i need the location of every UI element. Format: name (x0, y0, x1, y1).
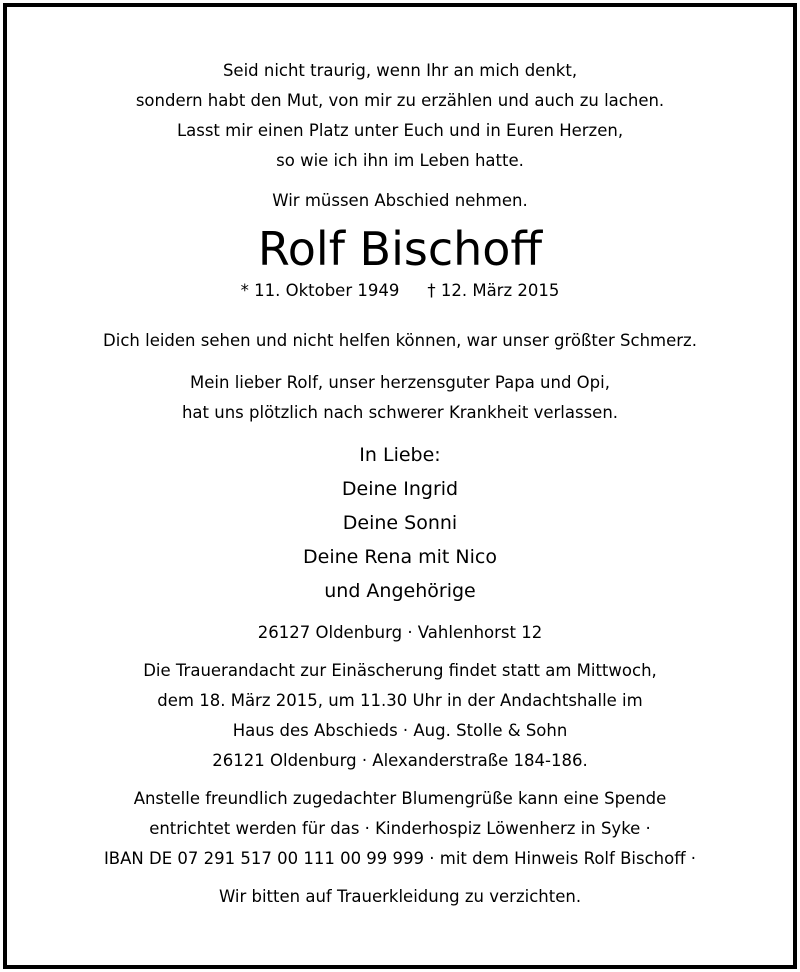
message-line: Mein lieber Rolf, unser herzensguter Papa und Opi, (190, 373, 610, 392)
message-block (0, 368, 800, 428)
service-line: dem 18. März 2015, um 11.30 Uhr in der Andachtshalle im (157, 691, 643, 710)
service-line: 26121 Oldenburg · Alexanderstraße 184-186. (212, 751, 588, 770)
closing-note: Wir bitten auf Trauerkleidung zu verzichten. (218, 887, 582, 906)
poem-block (0, 56, 800, 176)
service-info (0, 656, 800, 776)
family-line: Deine Ingrid (341, 478, 459, 500)
birth-date: * 11. Oktober 1949 (240, 281, 400, 300)
family-line: Deine Rena mit Nico (303, 546, 497, 568)
family-line: Deine Sonni (342, 512, 458, 534)
message-line: hat uns plötzlich nach schwerer Krankheit verlassen. (181, 403, 619, 422)
service-line: Die Trauerandacht zur Einäscherung findet statt am Mittwoch, (143, 661, 657, 680)
donation-line: entrichtet werden für das · Kinderhospiz Löwenherz in Syke · (149, 819, 651, 838)
farewell-text: Wir müssen Abschied nehmen. (272, 191, 528, 210)
poem-line: Seid nicht traurig, wenn Ihr an mich denkt, (222, 61, 578, 80)
poem-line: sondern habt den Mut, von mir zu erzählen und auch zu lachen. (135, 91, 665, 110)
family-line: und Angehörige (324, 580, 476, 602)
family-signatures (0, 438, 800, 608)
deceased-name: Rolf Bischoff (257, 222, 543, 276)
family-address: 26127 Oldenburg · Vahlenhorst 12 (257, 623, 543, 642)
poem-line: so wie ich ihn im Leben hatte. (276, 151, 524, 170)
pain-text: Dich leiden sehen und nicht helfen können, war unser größter Schmerz. (103, 331, 697, 350)
life-dates (0, 278, 800, 304)
donation-line: IBAN DE 07 291 517 00 111 00 99 999 · mit dem Hinweis Rolf Bischoff · (103, 849, 697, 868)
donation-info (0, 784, 800, 874)
donation-line: Anstelle freundlich zugedachter Blumengrüße kann eine Spende (133, 789, 667, 808)
poem-line: Lasst mir einen Platz unter Euch und in Euren Herzen, (176, 121, 624, 140)
death-date: † 12. März 2015 (427, 281, 560, 300)
family-line: In Liebe: (359, 444, 441, 466)
service-line: Haus des Abschieds · Aug. Stolle & Sohn (232, 721, 568, 740)
